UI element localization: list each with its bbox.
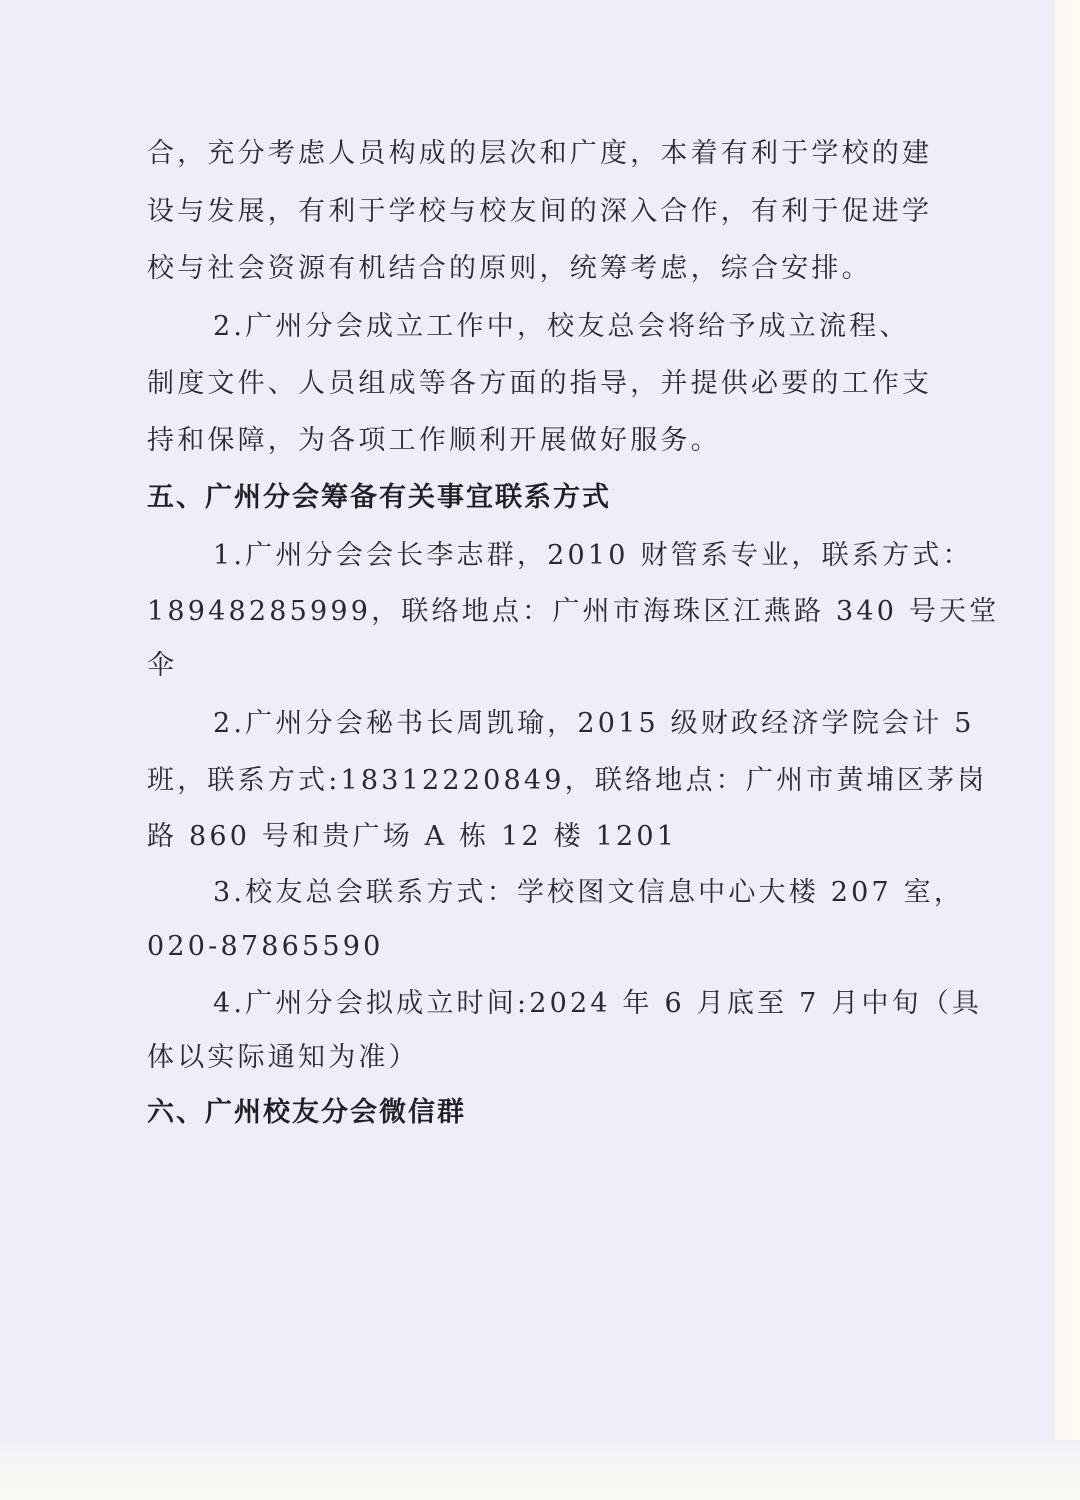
text-line: 持和保障，为各项工作顺利开展做好服务。 — [147, 425, 721, 456]
text-line: 1.广州分会会长李志群，2010 财管系专业，联系方式： — [213, 540, 973, 571]
text-line: 伞 — [147, 650, 178, 681]
text-line: 体以实际通知为准） — [147, 1042, 419, 1073]
text-line: 18948285999，联络地点：广州市海珠区江燕路 340 号天堂 — [147, 596, 1000, 627]
text-line: 班，联系方式:18312220849，联络地点：广州市黄埔区茅岗 — [147, 765, 988, 796]
text-line: 合，充分考虑人员构成的层次和广度，本着有利于学校的建 — [147, 138, 933, 169]
text-line: 路 860 号和贵广场 A 栋 12 楼 1201 — [147, 821, 678, 852]
scan-edge-bottom — [0, 1440, 1080, 1500]
text-line: 制度文件、人员组成等各方面的指导，并提供必要的工作支 — [147, 368, 933, 399]
text-line: 2.广州分会秘书长周凯瑜，2015 级财政经济学院会计 5 — [213, 708, 975, 739]
text-line: 校与社会资源有机结合的原则，统筹考虑，综合安排。 — [147, 253, 872, 284]
text-line: 4.广州分会拟成立时间:2024 年 6 月底至 7 月中旬（具 — [213, 988, 983, 1019]
scan-edge-right — [1054, 0, 1080, 1500]
text-line: 设与发展，有利于学校与校友间的深入合作，有利于促进学 — [147, 196, 933, 227]
text-line: 3.校友总会联系方式：学校图文信息中心大楼 207 室， — [213, 877, 965, 908]
text-line: 2.广州分会成立工作中，校友总会将给予成立流程、 — [213, 311, 910, 342]
section-5-heading: 五、广州分会筹备有关事宜联系方式 — [147, 482, 611, 513]
section-6-heading: 六、广州校友分会微信群 — [147, 1097, 466, 1128]
text-line: 020-87865590 — [147, 931, 384, 962]
